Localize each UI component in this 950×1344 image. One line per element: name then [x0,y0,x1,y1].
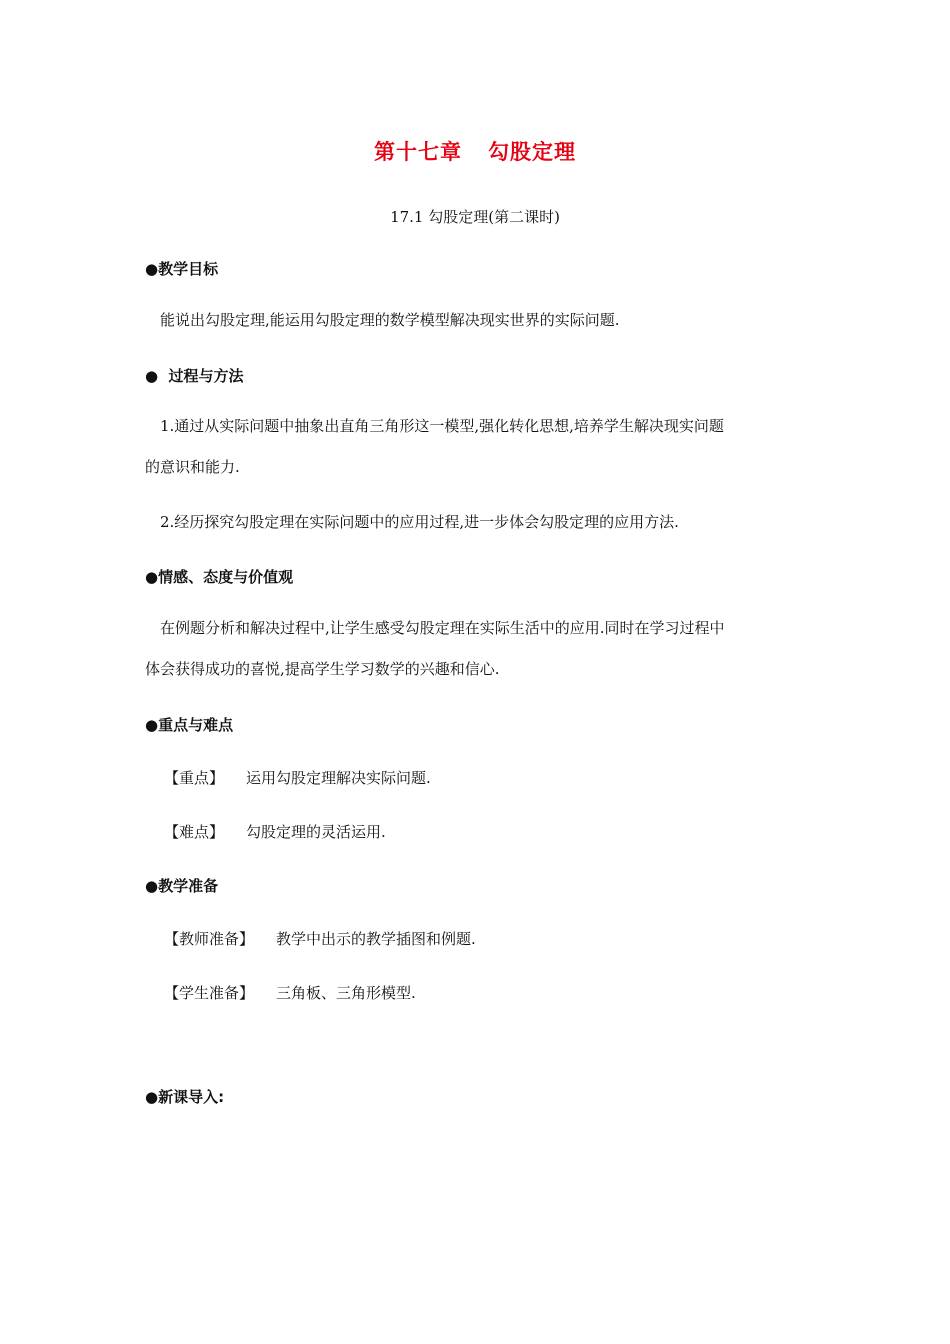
emotion-line-2: 体会获得成功的喜悦,提高学生学习数学的兴趣和信心. [145,660,500,678]
key-point-text: 运用勾股定理解决实际问题. [246,769,431,787]
hard-point-text: 勾股定理的灵活运用. [246,823,386,841]
process-item-1 [145,406,805,488]
process-item-2 [145,502,805,543]
key-point [164,767,431,788]
process-item-2-line: 2.经历探究勾股定理在实际问题中的应用过程,进一步体会勾股定理的应用方法. [160,513,679,531]
emotion-line-1: 在例题分析和解决过程中,让学生感受勾股定理在实际生活中的应用.同时在学习过程中 [160,619,725,637]
hard-point-tag: 【难点】 [164,823,225,841]
goals-text [145,300,805,341]
heading-process: ● 过程与方法 [145,367,244,385]
heading-key: ●重点与难点 [145,716,234,734]
heading-goals: ●教学目标 [145,260,219,278]
teacher-prep-tag: 【教师准备】 [164,930,255,948]
heading-intro: ●新课导入: [145,1088,225,1106]
chapter-name: 勾股定理 [488,140,576,164]
hard-point [164,821,386,842]
key-point-tag: 【重点】 [164,769,225,787]
goals-line: 能说出勾股定理,能运用勾股定理的数学模型解决现实世界的实际问题. [160,311,620,329]
student-prep-text: 三角板、三角形模型. [276,984,416,1002]
student-prep [164,982,416,1003]
student-prep-tag: 【学生准备】 [164,984,255,1002]
emotion-text [145,608,805,690]
teacher-prep-text: 教学中出示的教学插图和例题. [276,930,476,948]
section-title: 17.1 勾股定理(第二课时) [390,208,560,226]
process-item-1-line-1: 1.通过从实际问题中抽象出直角三角形这一模型,强化转化思想,培养学生解决现实问题 [160,417,724,435]
heading-emotion: ●情感、态度与价值观 [145,568,294,586]
chapter-title [0,136,950,166]
chapter-number: 第十七章 [374,140,462,164]
teacher-prep [164,928,476,949]
process-item-1-line-2: 的意识和能力. [145,458,240,476]
heading-prep: ●教学准备 [145,877,219,895]
